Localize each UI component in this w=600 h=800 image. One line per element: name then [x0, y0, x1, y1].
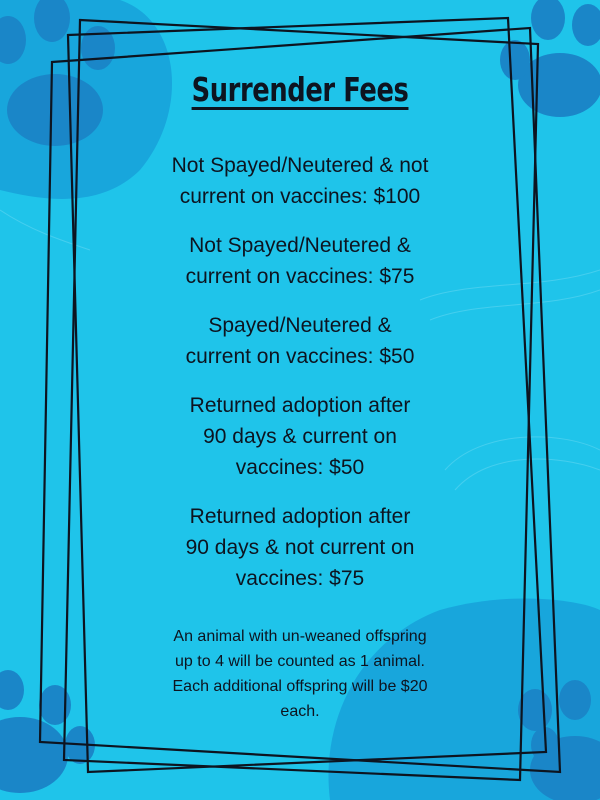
fee-sheet [100, 60, 500, 740]
fee-item: Returned adoption after 90 days & not current on vaccines: $75 [185, 505, 415, 590]
offspring-note: An animal with un-weaned offspring up to 4 will be counted as 1 animal. Each additional offspring will be $20 each. [172, 628, 428, 720]
page-title: Surrender Fees [191, 70, 409, 109]
fee-list [100, 150, 500, 594]
fee-item: Not Spayed/Neutered & not current on vaccines: $100 [171, 154, 429, 208]
paw-print-icon [0, 670, 95, 793]
fee-item: Spayed/Neutered & current on vaccines: $50 [185, 314, 415, 368]
fee-item: Returned adoption after 90 days & current on vaccines: $50 [189, 394, 411, 479]
paw-print-icon [500, 0, 600, 117]
fee-item: Not Spayed/Neutered & current on vaccines: $75 [185, 234, 415, 288]
